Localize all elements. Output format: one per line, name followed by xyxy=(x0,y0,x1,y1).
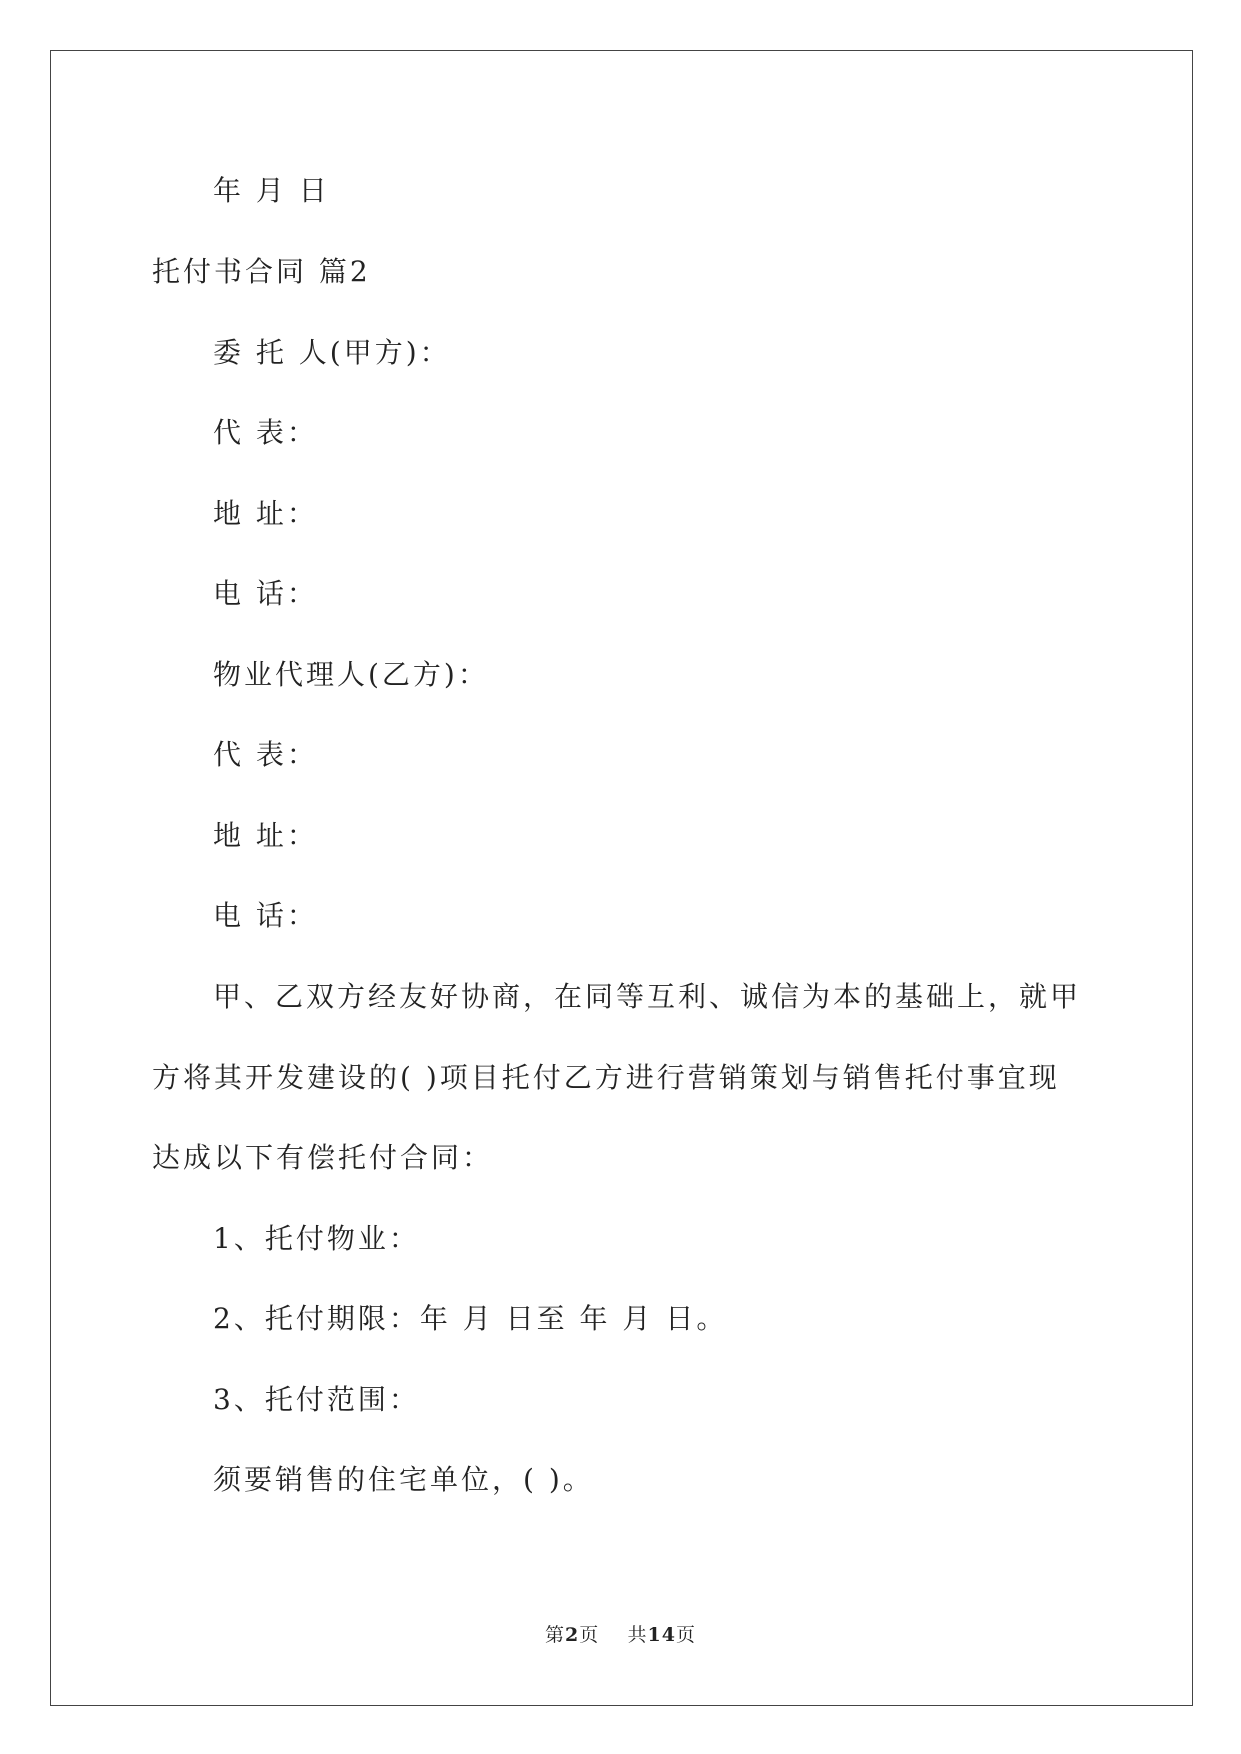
page-suffix: 页 xyxy=(579,1624,600,1646)
clause-2: 2、托付期限：年 月 日至 年 月 日。 xyxy=(213,1302,728,1335)
total-suffix: 页 xyxy=(675,1624,696,1646)
paragraph-line: 达成以下有偿托付合同： xyxy=(152,1141,494,1174)
party-a-representative: 代 表： xyxy=(213,416,318,449)
party-a-label: 委 托 人(甲方)： xyxy=(213,336,451,369)
party-b-representative: 代 表： xyxy=(213,738,318,771)
page-footer xyxy=(0,1622,1241,1648)
page-border xyxy=(50,50,1193,1706)
clause-3: 3、托付范围： xyxy=(213,1383,420,1416)
party-a-phone: 电 话： xyxy=(213,577,318,610)
party-a-address: 地 址： xyxy=(213,497,318,530)
party-b-phone: 电 话： xyxy=(213,899,318,932)
paragraph-line: 方将其开发建设的( )项目托付乙方进行营销策划与销售托付事宜现 xyxy=(152,1061,1060,1094)
total-pages: 14 xyxy=(647,1624,676,1646)
party-b-label: 物业代理人(乙方)： xyxy=(213,658,489,691)
clause-3-detail: 须要销售的住宅单位，( )。 xyxy=(213,1463,594,1496)
total-prefix: 共 xyxy=(627,1624,648,1646)
page-prefix: 第 xyxy=(545,1624,566,1646)
date-line: 年 月 日 xyxy=(213,174,330,207)
party-b-address: 地 址： xyxy=(213,819,318,852)
paragraph-line: 甲、乙双方经友好协商，在同等互利、诚信为本的基础上，就甲 xyxy=(213,980,1082,1013)
page-number: 2 xyxy=(565,1624,580,1646)
clause-1: 1、托付物业： xyxy=(213,1222,420,1255)
section-heading: 托付书合同 篇2 xyxy=(152,255,371,288)
